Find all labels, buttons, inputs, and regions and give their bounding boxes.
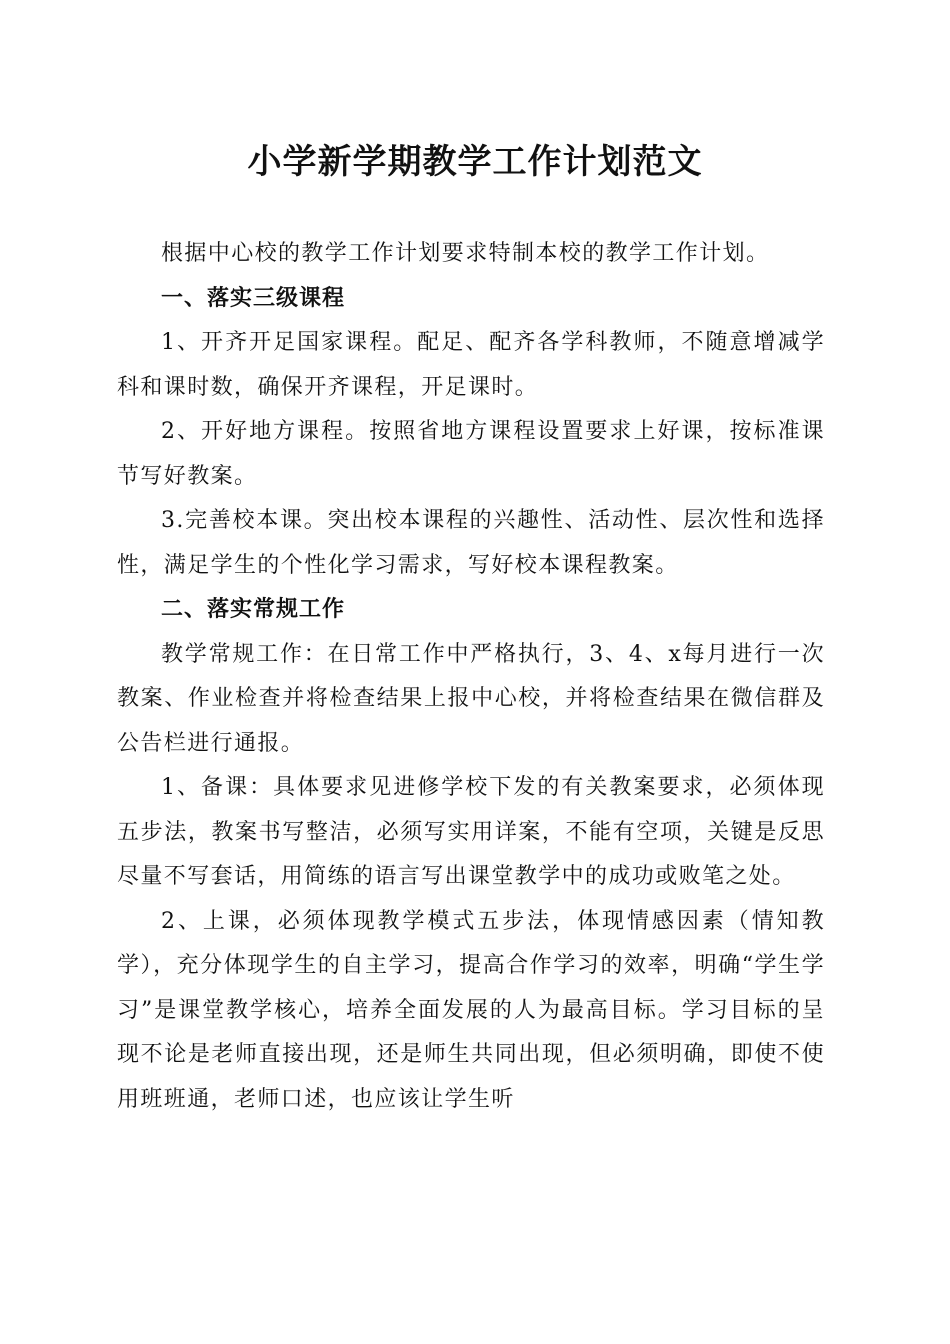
section-heading-2: 二、落实常规工作 [161,597,346,622]
section-heading-1: 一、落实三级课程 [161,285,346,311]
paragraph-national-courses: 1、开齐开足国家课程。配足、配齐各学科教师，不随意增减学科和课时数，确保开齐课程，开足课时。 [117,330,825,400]
paragraph-routine-work: 教学常规工作：在日常工作中严格执行，3、4、x每月进行一次教案、作业检查并将检查结果上报中心校，并将检查结果在微信群及公告栏进行通报。 [117,641,825,756]
document-title: 小学新学期教学工作计划范文 [247,142,703,182]
intro-paragraph: 根据中心校的教学工作计划要求特制本校的教学工作计划。 [161,241,770,266]
document-body [117,232,825,1122]
paragraph-teaching: 2、上课，必须体现教学模式五步法，体现情感因素（情知教学），充分体现学生的自主学习，提高合作学习的效率，明确“学生学习”是课堂教学核心，培养全面发展的人为最高目标。学习目标的呈现不论是老师直接出现，还是师生共同出现，但必须明确，即使不使用班班通，老师口述，也应该让学生听 [117,908,825,1112]
paragraph-local-courses: 2、开好地方课程。按照省地方课程设置要求上好课，按标准课节写好教案。 [117,419,825,489]
paragraph-school-courses: 3.完善校本课。突出校本课程的兴趣性、活动性、层次性和选择性，满足学生的个性化学习需求，写好校本课程教案。 [117,508,825,578]
paragraph-lesson-prep: 1、备课：具体要求见进修学校下发的有关教案要求，必须体现五步法，教案书写整洁，必须写实用详案，不能有空项，关键是反思尽量不写套话，用简练的语言写出课堂教学中的成功或败笔之处。 [117,775,825,889]
